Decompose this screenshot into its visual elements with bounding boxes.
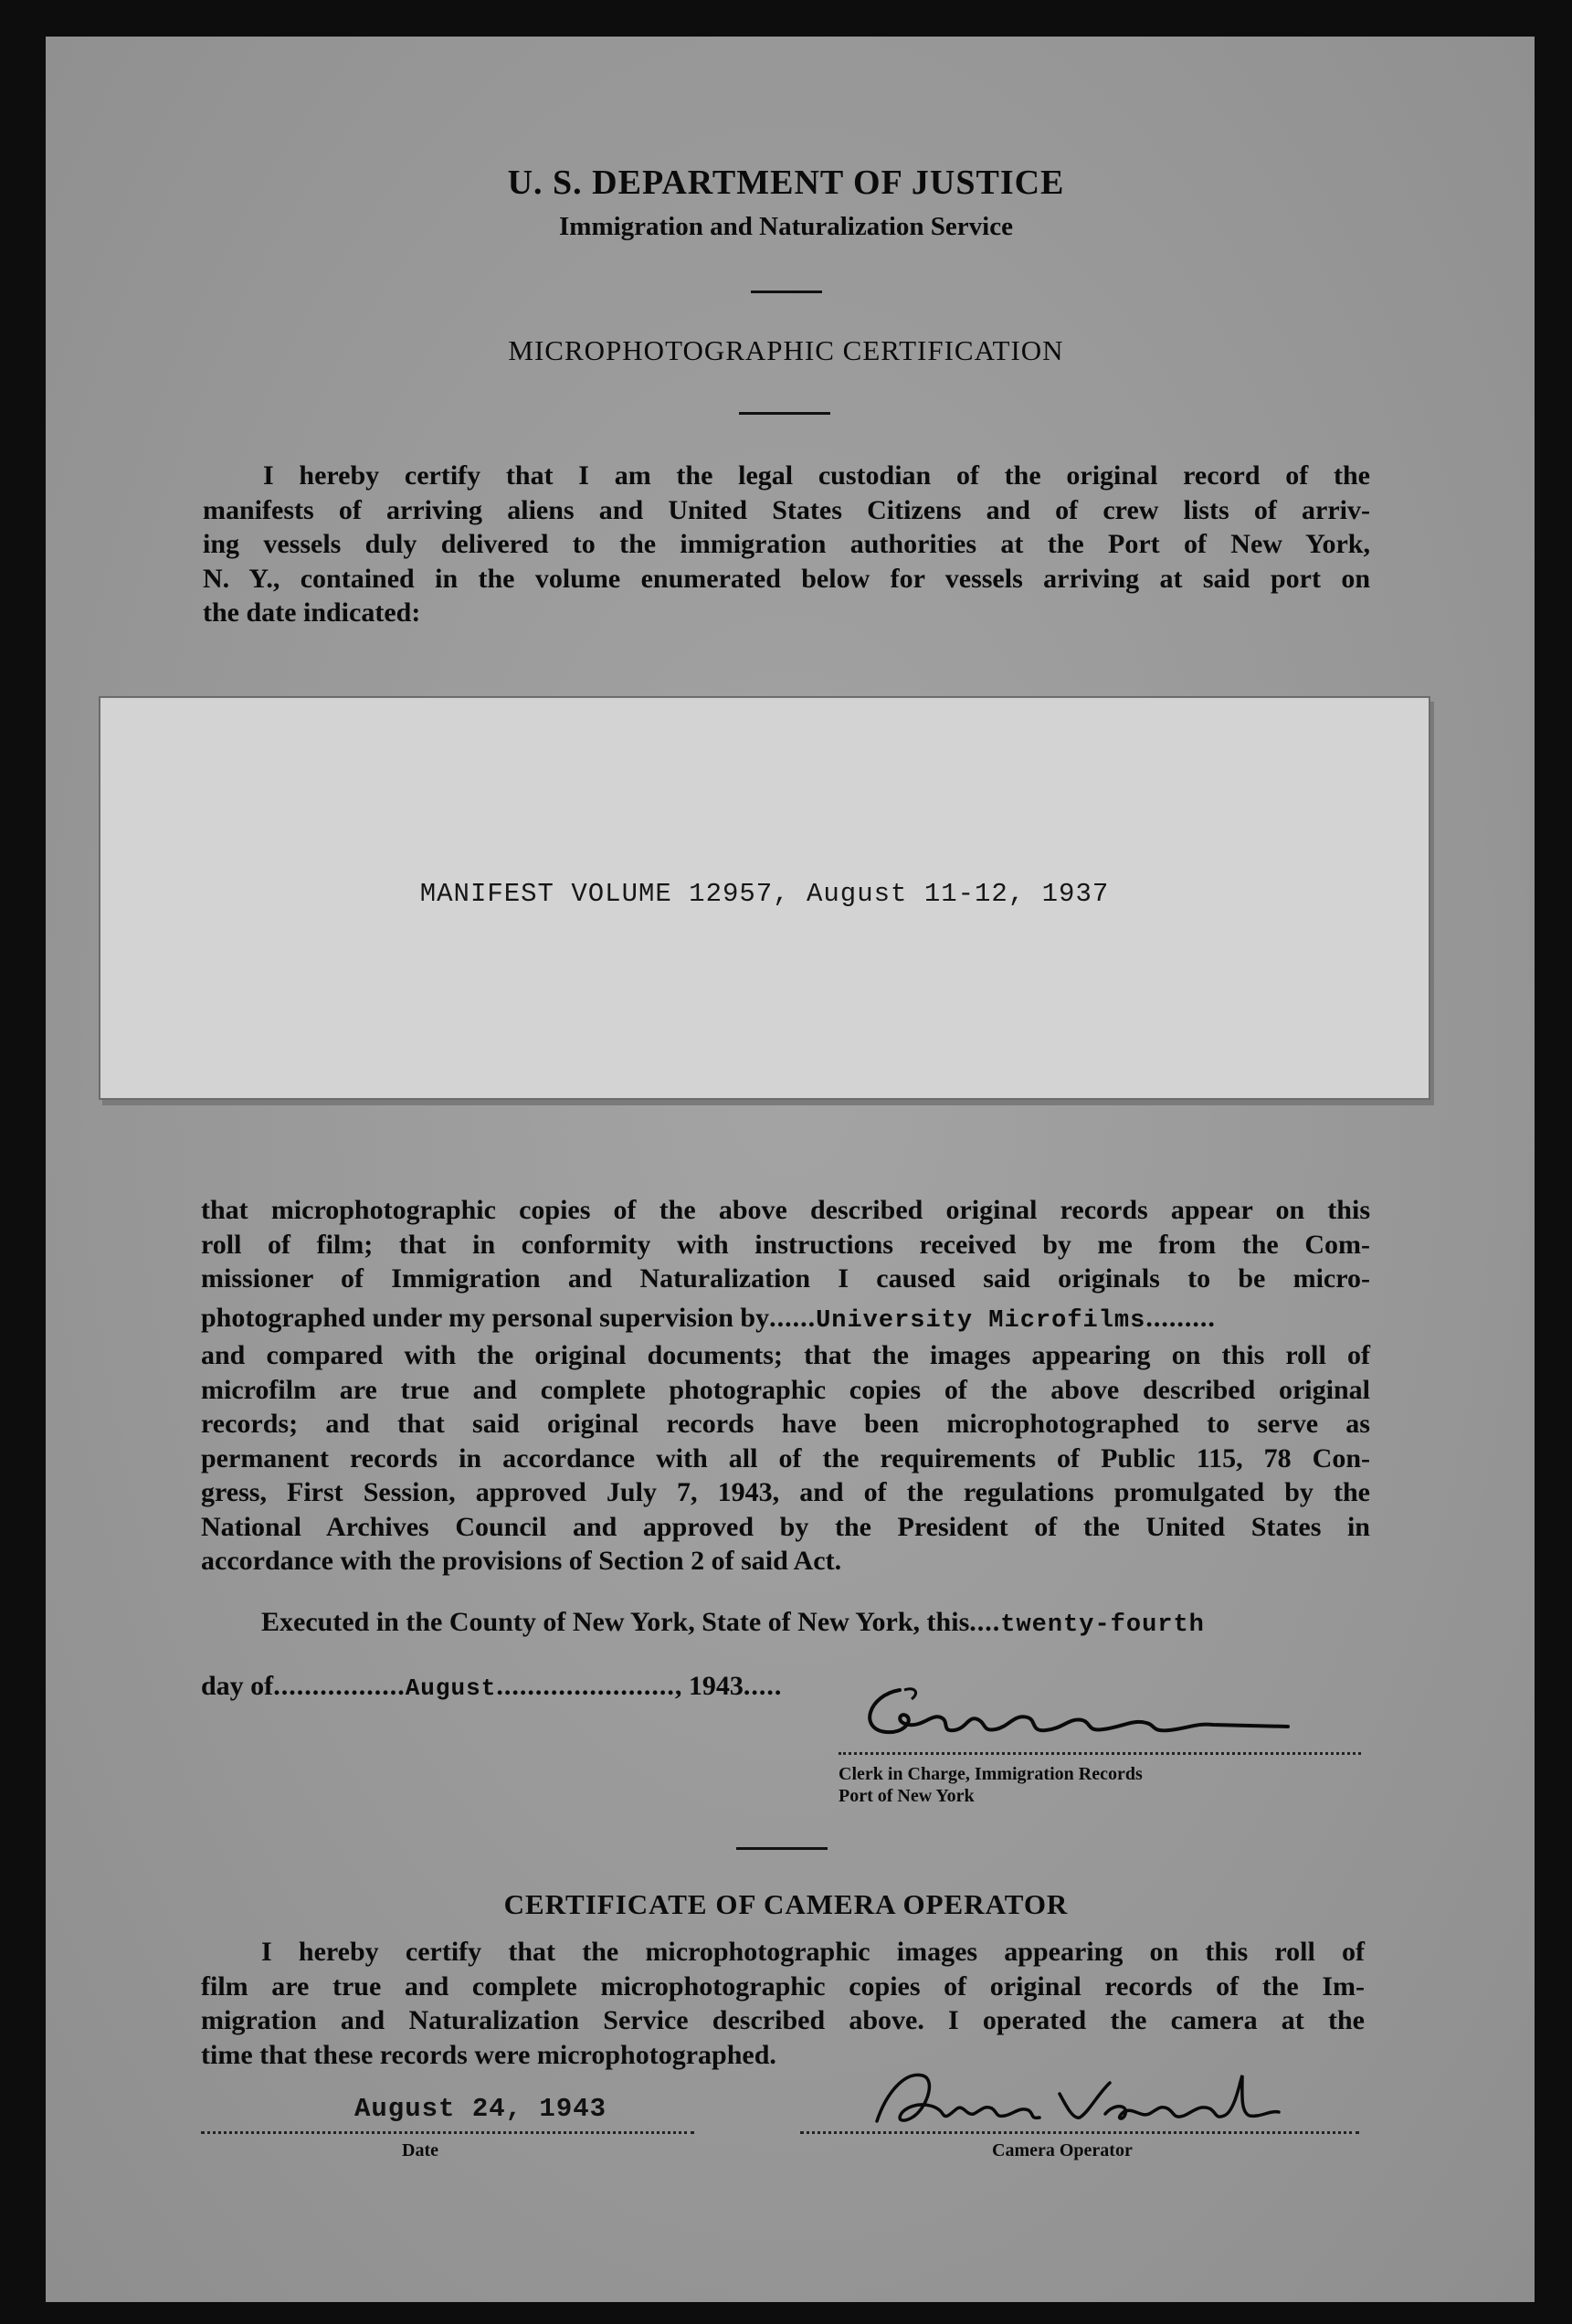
camera-line: film are true and complete microphotographic copies of original records of the Im- — [201, 1970, 1365, 2002]
camera-operator-signature — [859, 2057, 1297, 2139]
body-line: roll of film; that in conformity with instructions received by me from the Com- — [201, 1229, 1370, 1260]
day-of-line: day of.................August......................., 1943..... — [201, 1671, 783, 1702]
manifest-volume-text: MANIFEST VOLUME 12957, August 11-12, 1937 — [419, 879, 1110, 909]
month-value: August — [405, 1674, 497, 1702]
body-line: microfilm are true and complete photographic copies of the above described original — [201, 1374, 1370, 1405]
camera-operator-title: CERTIFICATE OF CAMERA OPERATOR — [503, 1888, 1069, 1920]
header-divider-2 — [739, 412, 830, 415]
body-line: and compared with the original documents; that the images appearing on this roll of — [201, 1340, 1370, 1370]
body-line: missioner of Immigration and Naturalization I caused said originals to be micro- — [201, 1263, 1370, 1294]
executed-day-value: twenty-fourth — [1000, 1611, 1205, 1639]
clerk-title: Clerk in Charge, Immigration Records — [839, 1764, 1143, 1784]
body-line: records; and that said original records have been microphotographed to serve as — [201, 1409, 1370, 1439]
body-line: gress, First Session, approved July 7, 1943, and of the regulations promulgated by the — [201, 1477, 1370, 1507]
camera-line: I hereby certify that the microphotographic images appearing on this roll of — [261, 1937, 1365, 1967]
camera-operator-paragraph — [201, 1935, 1365, 2072]
intro-line: manifests of arriving aliens and United States Citizens and of crew lists of arriv- — [203, 494, 1370, 525]
intro-line: ing vessels duly delivered to the immigration authorities at the Port of New York, — [203, 529, 1370, 559]
certification-title: MICROPHOTOGRAPHIC CERTIFICATION — [508, 334, 1064, 366]
photographed-line: photographed under my personal supervision by......University Microfilms......... — [201, 1302, 1216, 1335]
manifest-insert — [99, 696, 1430, 1100]
executed-line: Executed in the County of New York, State of New York, this....twenty-fourth — [261, 1607, 1205, 1639]
photographed-prefix: photographed under my personal supervision by — [201, 1302, 770, 1333]
section-divider — [736, 1847, 828, 1850]
body-paragraph — [201, 1193, 1370, 1579]
day-of-label: day of — [201, 1671, 274, 1701]
body-line: accordance with the provisions of Section 2 of said Act. — [201, 1546, 842, 1576]
clerk-location: Port of New York — [839, 1786, 975, 1806]
header-divider-1 — [751, 290, 822, 293]
body-line: permanent records in accordance with all of the requirements of Public 115, 78 Con- — [201, 1442, 1370, 1474]
year-value: , 1943 — [674, 1671, 744, 1701]
camera-operator-label: Camera Operator — [992, 2140, 1133, 2160]
department-heading: U. S. DEPARTMENT OF JUSTICE — [507, 164, 1065, 202]
date-line — [201, 2131, 694, 2134]
photographed-by-value: University Microfilms — [816, 1306, 1146, 1335]
body-line: that microphotographic copies of the above described original records appear on this — [201, 1195, 1370, 1225]
date-value: August 24, 1943 — [354, 2094, 607, 2124]
camera-line: time that these records were microphotographed. — [201, 2039, 776, 2070]
body-line: National Archives Council and approved by the President of the United States in — [201, 1511, 1370, 1542]
service-subheading: Immigration and Naturalization Service — [559, 212, 1013, 241]
executed-prefix: Executed in the County of New York, State of New York, this — [261, 1607, 970, 1637]
intro-line: N. Y., contained in the volume enumerated below for vessels arriving at said port on — [203, 563, 1370, 594]
camera-operator-line — [800, 2131, 1359, 2134]
clerk-signature-line — [839, 1752, 1361, 1755]
intro-line: I hereby certify that I am the legal custodian of the original record of the — [263, 460, 1370, 491]
camera-line: migration and Naturalization Service described above. I operated the camera at the — [201, 2005, 1365, 2035]
intro-paragraph — [203, 459, 1370, 630]
clerk-signature — [849, 1679, 1306, 1752]
date-label: Date — [402, 2140, 438, 2160]
intro-line: the date indicated: — [203, 597, 421, 628]
